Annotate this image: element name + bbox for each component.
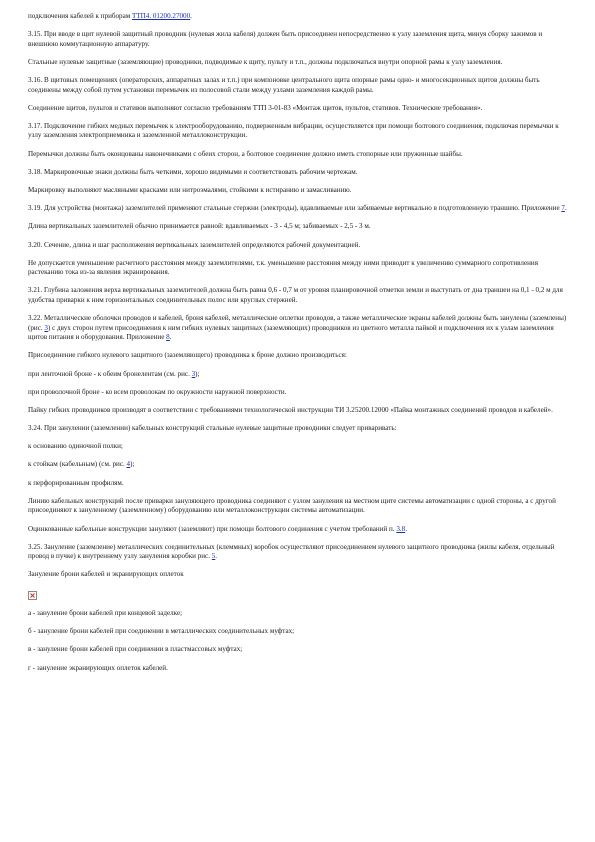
paragraph-p11: [28, 241, 570, 251]
paragraph-p30: [28, 645, 570, 655]
paragraph-p19: [28, 424, 570, 434]
paragraph-text: а - зануление брони кабелей при концевой заделке;: [28, 609, 183, 618]
document-link[interactable]: 7: [561, 204, 565, 213]
paragraph-p26: [28, 570, 570, 580]
paragraph-p20: [28, 442, 570, 452]
paragraph-text: при ленточной броне - к обеим бронелентам (см. рис.: [28, 369, 192, 378]
paragraph-p18: [28, 406, 570, 416]
paragraph-p14: [28, 314, 570, 343]
paragraph-p7: [28, 168, 570, 178]
document-link[interactable]: 5: [211, 552, 216, 561]
paragraph-text: );: [195, 369, 200, 378]
paragraph-text: 3.22. Металлические оболочки проводов и кабелей, броня кабелей, металлические оплетки проводов, а также металлические экраны кабелей должны быть занулены (заземлены) (рис.: [28, 314, 567, 332]
paragraph-p28: [28, 609, 570, 619]
paragraph-text: 3.16. В щитовых помещениях (операторских, аппаратных залах и т.п.) при компоновке центрального щита опорные рамы одно- и многосекционных щитов должны быть соединены между собой путем установки перемычек из полосовой стали между узлами заземления каждой рамы.: [28, 76, 540, 94]
paragraph-p6: [28, 150, 570, 160]
paragraph-p9: [28, 204, 570, 214]
paragraph-p12: [28, 259, 570, 278]
paragraph-text: .: [190, 12, 192, 20]
paragraph-p22: [28, 479, 570, 489]
paragraph-p31: [28, 664, 570, 674]
paragraph-text: ) с двух сторон путем присоединения к ним гибких нулевых защитных (заземляющих) проводников из цветного металла пайкой и подключения их к узлам заземления щитов питания и оборудования. Приложение: [28, 323, 554, 342]
document-link[interactable]: 3: [191, 369, 196, 378]
paragraph-text: .: [405, 524, 408, 533]
paragraph-text: Длина вертикальных заземлителей обычно принимается равной: вдавливаемых - 3 - 4,5 м; забиваемых - 2,5 - 3 м.: [28, 222, 371, 231]
paragraph-p25: [28, 543, 570, 562]
paragraph-text: при проволочной броне - ко всем проволокам по окружности наружной поверхности.: [28, 387, 287, 396]
paragraph-p15: [28, 351, 570, 361]
paragraph-text: 3.18. Маркировочные знаки должны быть четкими, хорошо видимыми и соответствовать рабочим чертежам.: [28, 167, 358, 176]
paragraph-text: Стальные нулевые защитные (заземляющие) проводники, подводимые к щиту, пульту и т.п., должны подключаться внутри опорной рамы к узлу заземления.: [28, 57, 503, 66]
paragraph-p10: [28, 222, 570, 232]
paragraph-text: Пайку гибких проводников производят в соответствии с требованиями технологической инструкции ТИ 3.25200.12000 «Пайка монтажных соединений проводов и кабелей».: [28, 405, 553, 414]
paragraph-text: .: [215, 552, 218, 561]
paragraph-p16: [28, 370, 570, 380]
paragraph-text: 3.17. Подключение гибких медных перемычек к электрооборудованию, подверженным вибрации, осуществляется при помощи болтового соединения, подключая перемычки к узлу заземления электроприемника и заземленной металлоконструкции.: [28, 121, 559, 140]
figure-placeholder: [28, 589, 570, 610]
paragraph-p21: [28, 460, 570, 470]
paragraph-p17: [28, 388, 570, 398]
paragraph-p13: [28, 286, 570, 305]
paragraph-text: );: [130, 460, 135, 469]
paragraph-text: 3.25. Зануление (заземление) металлических соединительных (клеммных) коробок осуществляют присоединением нулевого защитного проводника (жилы кабеля, отдельный провод в пучке) к внутреннему узлу зануления коробки рис.: [28, 542, 555, 561]
paragraph-text: г - зануление экранирующих оплеток кабелей.: [28, 663, 168, 672]
paragraph-text: 3.24. При занулении (заземлении) кабельных конструкций стальные нулевые защитные проводники следует приваривать:: [28, 424, 397, 433]
paragraph-text: 3.21. Глубина заложения верха вертикальных заземлителей должна быть равна 0,6 - 0,7 м от уровня планировочной отметки земли и выступать от дна траншеи на 0,1 - 0,2 м для удобства приварки к ним горизонтальных соединительных полос или круглых стержней.: [28, 286, 563, 304]
paragraph-text: в - зануление брони кабелей при соединении в пластмассовых муфтах;: [28, 645, 243, 654]
paragraph-p4: [28, 104, 570, 114]
paragraph-p5: [28, 122, 570, 141]
paragraph-text: к перфорированным профилям.: [28, 478, 124, 487]
paragraph-text: Маркировку выполняют масляными красками или нитроэмалями, стойкими к истиранию и замасливанию.: [28, 186, 352, 194]
paragraph-text: подключения кабелей к приборам: [28, 12, 132, 20]
paragraph-text: Перемычки должны быть оконцованы наконечниками с обеих сторон, а болтовое соединение должно иметь стопорные или пружинные шайбы.: [28, 149, 463, 158]
paragraph-p0: [28, 12, 570, 22]
paragraph-text: 3.15. При вводе в щит нулевой защитный проводник (нулевая жила кабеля) должен быть присоединен непосредственно к узлу заземления щита, минуя сборку зажимов и внешнюю коммутационную аппаратуру.: [28, 30, 543, 48]
paragraph-text: .: [564, 204, 567, 213]
paragraph-text: б - зануление брони кабелей при соединении в металлических соединительных муфтах;: [28, 627, 295, 636]
document-page: [28, 12, 570, 682]
paragraph-p1: [28, 30, 570, 49]
paragraph-text: Присоединение гибкого нулевого защитного (заземляющего) проводника к броне должно производиться:: [28, 351, 347, 360]
paragraph-text: Соединение щитов, пультов и стативов выполняют согласно требованиям ТТП 3-01-83 «Монтаж щитов, пультов, стативов. Технические требования».: [28, 103, 483, 112]
document-link[interactable]: 8: [166, 333, 170, 342]
paragraph-text: 3.20. Сечение, длина и шаг расположения вертикальных заземлителей определяются рабочей документацией.: [28, 240, 361, 249]
paragraph-p2: [28, 58, 570, 68]
paragraph-text: Не допускается уменьшение расчетного расстояния между заземлителями, т.к. уменьшение расстояния между ними приводит к увеличению суммарного сопротивления растеканию тока из-за явления экранирования.: [28, 258, 538, 277]
paragraph-text: Линию кабельных конструкций после приварки зануляющего проводника соединяют с узлом зануления на местном щите системы автоматизации с одной стороны, а с другой присоединяют к зануленному (заземленному) оборудованию или металлоконструкции системы автоматизации.: [28, 496, 556, 515]
paragraph-text: к основанию одиночной полки;: [28, 442, 123, 451]
paragraph-p8: [28, 186, 570, 196]
paragraph-text: .: [169, 333, 172, 342]
paragraph-p29: [28, 627, 570, 637]
paragraph-text: 3.19. Для устройства (монтажа) заземлителей применяют стальные стержни (электроды), вдавливаемые или забиваемые вертикально в подготовленную траншею. Приложение: [28, 204, 562, 213]
paragraph-p24: [28, 525, 570, 535]
paragraph-p23: [28, 497, 570, 516]
document-link[interactable]: 3.8: [396, 524, 406, 533]
document-link[interactable]: 4: [126, 460, 131, 469]
document-link[interactable]: 3: [44, 323, 48, 332]
broken-image-icon: [28, 591, 37, 600]
paragraph-text: Зануление брони кабелей и экранирующих оплеток: [28, 570, 184, 579]
paragraph-text: Оцинкованные кабельные конструкции зануляют (заземляют) при помощи болтового соединения с учетом требований п.: [28, 524, 397, 533]
paragraph-p3: [28, 76, 570, 95]
paragraph-text: к стойкам (кабельным) (см. рис.: [28, 460, 127, 469]
document-link[interactable]: ТТП4. 01200.27000: [132, 12, 191, 20]
